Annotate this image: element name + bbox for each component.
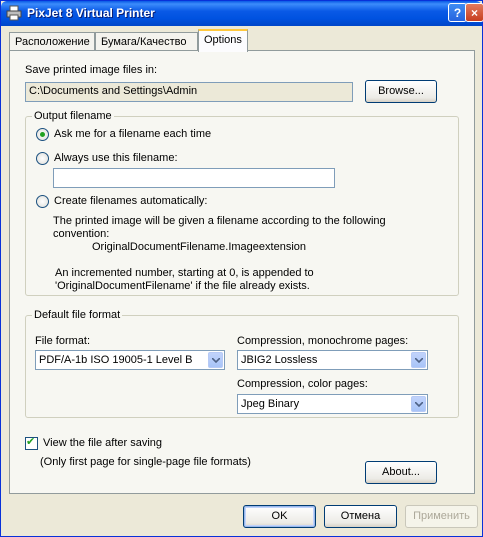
browse-button[interactable]: Browse...: [365, 80, 437, 103]
chevron-down-icon[interactable]: [411, 396, 426, 412]
close-button[interactable]: ×: [465, 3, 483, 22]
file-format-group-label: Default file format: [34, 309, 121, 321]
tab-paper-quality[interactable]: Бумага/Качество: [95, 32, 198, 51]
save-path-field[interactable]: C:\Documents and Settings\Admin: [25, 82, 353, 102]
auto-desc-line5: 'OriginalDocumentFilename' if the file already exists.: [55, 280, 310, 292]
view-after-checkbox[interactable]: [25, 437, 38, 450]
printer-icon: [6, 5, 22, 21]
save-path-label: Save printed image files in:: [25, 64, 158, 76]
color-compression-value: Jpeg Binary: [241, 398, 300, 410]
auto-filename-label[interactable]: Create filenames automatically:: [54, 195, 208, 207]
mono-compression-label: Compression, monochrome pages:: [237, 335, 409, 347]
color-compression-select[interactable]: [237, 394, 428, 414]
auto-desc-line2: convention:: [53, 228, 110, 240]
ask-filename-radio[interactable]: [36, 128, 49, 141]
tab-options[interactable]: Options: [198, 29, 248, 52]
apply-button[interactable]: Применить: [405, 505, 478, 528]
color-compression-label: Compression, color pages:: [237, 378, 368, 390]
view-after-label[interactable]: View the file after saving: [43, 437, 163, 449]
cancel-button[interactable]: Отмена: [324, 505, 397, 528]
view-after-note: (Only first page for single-page file formats): [40, 456, 251, 468]
ask-filename-label[interactable]: Ask me for a filename each time: [54, 128, 212, 140]
always-filename-label[interactable]: Always use this filename:: [54, 152, 178, 164]
ok-button[interactable]: OK: [243, 505, 316, 528]
file-format-label: File format:: [35, 335, 91, 347]
mono-compression-select[interactable]: [237, 350, 428, 370]
window-title: PixJet 8 Virtual Printer: [27, 6, 155, 20]
always-filename-radio[interactable]: [36, 152, 49, 165]
title-bar[interactable]: [1, 1, 482, 26]
always-filename-field[interactable]: [53, 168, 335, 188]
about-button[interactable]: About...: [365, 461, 437, 484]
auto-desc-line1: The printed image will be given a filename according to the following: [53, 215, 386, 227]
output-filename-group-label: Output filename: [34, 110, 112, 122]
file-format-select[interactable]: [35, 350, 225, 370]
tab-location[interactable]: Расположение: [9, 32, 95, 51]
chevron-down-icon[interactable]: [208, 352, 223, 368]
options-panel: [9, 50, 475, 494]
auto-filename-radio[interactable]: [36, 195, 49, 208]
chevron-down-icon[interactable]: [411, 352, 426, 368]
mono-compression-value: JBIG2 Lossless: [241, 354, 318, 366]
auto-desc-convention: OriginalDocumentFilename.Imageextension: [92, 241, 306, 253]
help-button[interactable]: ?: [448, 3, 467, 22]
output-filename-group: [25, 110, 459, 296]
file-format-group: [25, 309, 459, 418]
auto-desc-line4: An incremented number, starting at 0, is appended to: [55, 267, 314, 279]
file-format-value: PDF/A-1b ISO 19005-1 Level B: [39, 354, 193, 366]
checkmark-icon: ✔: [26, 436, 36, 448]
